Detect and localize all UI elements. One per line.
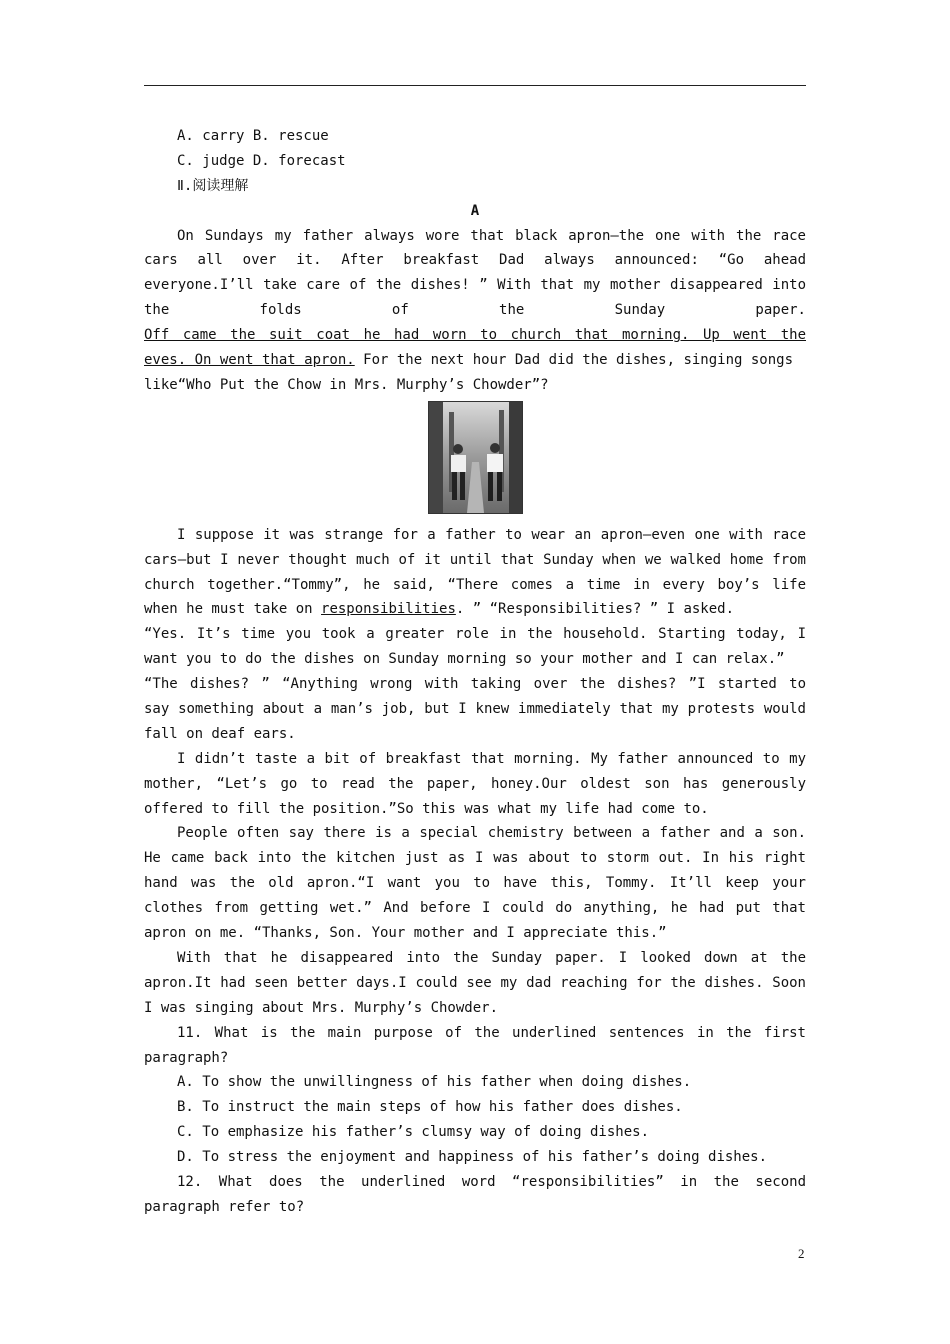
underlined-sentences-end: eves. On went that apron. [144, 352, 355, 369]
passage-label: A [470, 202, 480, 219]
paragraph-5: With that he disappeared into the Sunday paper. I looked down at the apron.It had seen better days.I could see my dad reaching for the dishes. Soon I was singing about Mrs. Murphy’s Chowder. [144, 949, 806, 1016]
paragraph-1: On Sundays my father always wore that black apron—the one with the race cars all over it. After breakfast Dad always announced: “Go ahead everyone.I’ll take care of the dishes! ” With that my mother disappeared into the folds of the Sunday paper. Off came the suit coat he had worn to church that morning. Up went the eves. On went that apron. For the next hour Dad did the dishes, singing songs like“Who Put the Chow in Mrs. Murphy’s Chowder”? [144, 227, 806, 393]
prev-options-line-1: A. carry B. rescue [177, 128, 329, 144]
option: D. To stress the enjoyment and happiness of his father’s doing dishes. [177, 1149, 768, 1166]
prev-options-line-2: C. judge D. forecast [177, 152, 346, 169]
page-content [144, 124, 806, 1220]
question-11: 11. What is the main purpose of the underlined sentences in the first paragraph? A. To show the unwillingness of his father when doing dishes. B. To instruct the main steps of how his father does dishes. C. To emphasize his father’s clumsy way of doing dishes. D. To stress the enjoyment and happiness of his father’s doing dishes. [144, 1021, 806, 1170]
paragraph-3: I didn’t taste a bit of breakfast that morning. My father announced to my mother, “Let’s go to read the paper, honey.Our oldest son has generously offered to fill the position.”So this was what my life had come to. [144, 750, 806, 817]
section-heading: Ⅱ.阅读理解 [177, 177, 249, 194]
question-12: 12. What does the underlined word “responsibilities” in the second paragraph refer to? [144, 1173, 806, 1215]
underlined-word: responsibilities [321, 601, 456, 618]
paragraph-4: People often say there is a special chemistry between a father and a son. He came back into the kitchen just as I was about to storm out. In his right hand was the old apron.“I want you to have this, Tommy. It’ll keep your clothes from getting wet.” And before I could do anything, he had put that apron on me. “Thanks, Son. Your mother and I appreciate this.” [144, 825, 806, 942]
option: A. To show the unwillingness of his father when doing dishes. [177, 1074, 692, 1091]
paragraph-2: I suppose it was strange for a father to wear an apron—even one with race cars—but I never thought much of it until that Sunday when we walked home from church together.“Tommy”, he said, “There comes a time in every boy’s life when he must take on responsibilities. ” “Responsibilities? ” I asked. “Yes. It’s time you took a greater role in the household. Starting today, I want you to do the dishes on Sunday morning so your mother and I can relax.” “The dishes? ” “Anything wrong with taking over the dishes? ”I started to say something about a man’s job, but I knew immediately that my protests would fall on deaf ears. [144, 526, 806, 742]
page-number: 2 [798, 1246, 805, 1261]
underlined-sentences: Off came the suit coat he had worn to church that morning. Up went the [144, 327, 806, 344]
option: C. To emphasize his father’s clumsy way of doing dishes. [177, 1124, 650, 1141]
header-rule [144, 85, 806, 86]
two-men-walking-photo-icon [428, 401, 523, 514]
option: B. To instruct the main steps of how his father does dishes. [177, 1099, 683, 1116]
